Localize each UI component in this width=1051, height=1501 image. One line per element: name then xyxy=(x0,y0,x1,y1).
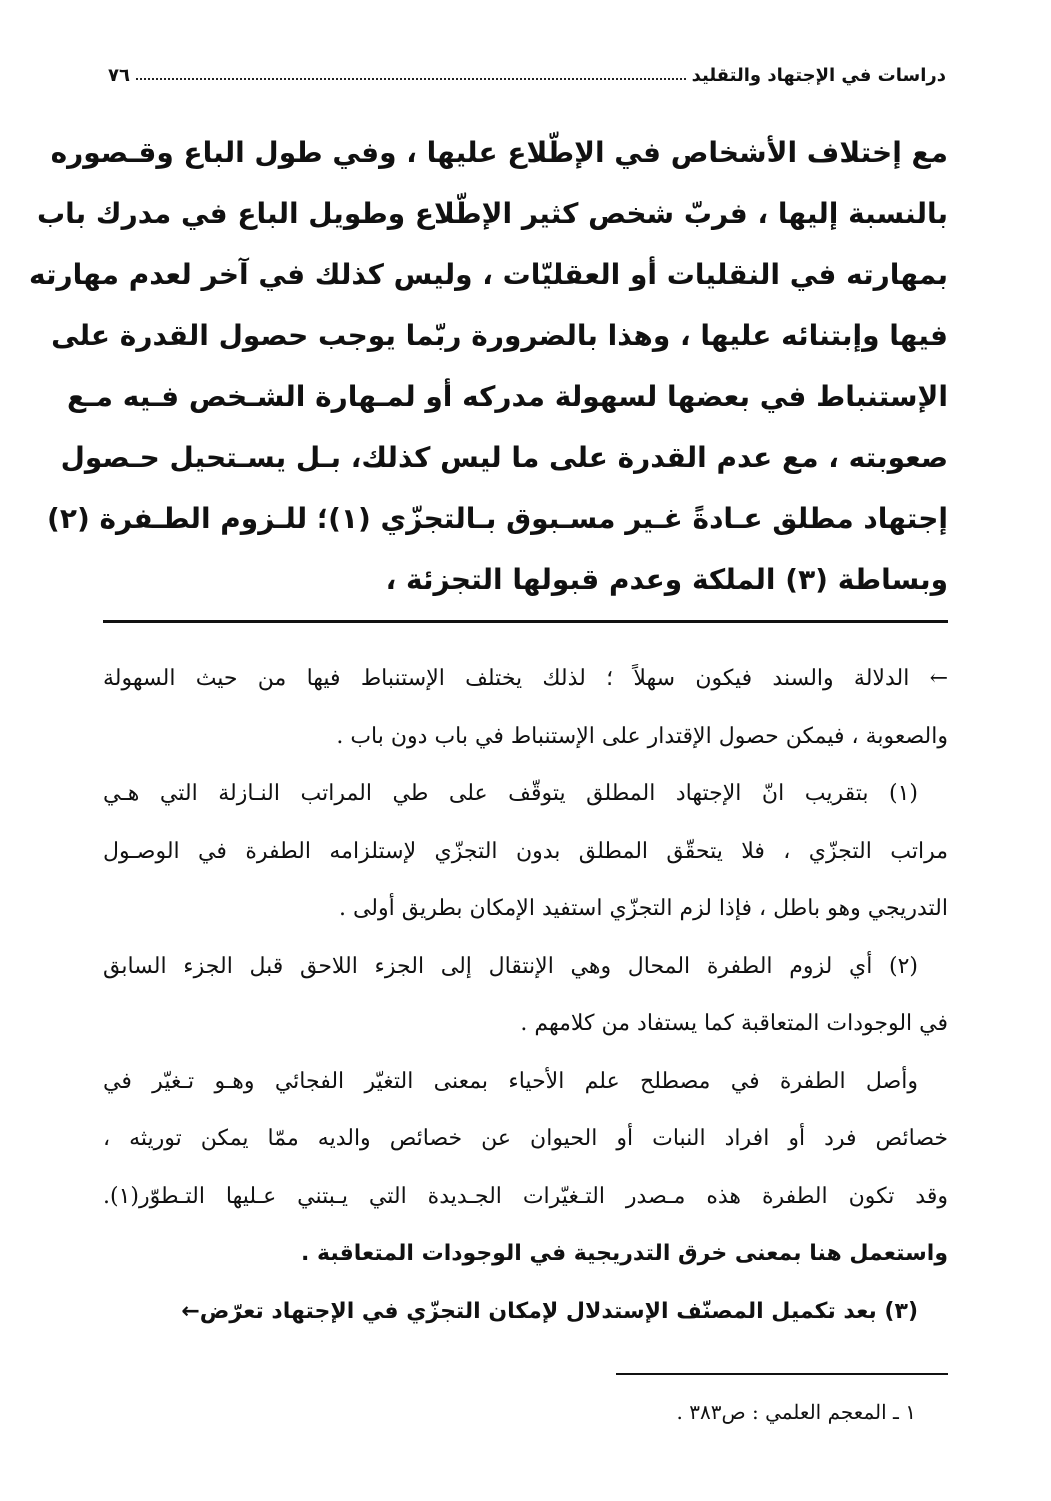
main-text-line: إجتهاد مطلق عـادةً غـير مسـبوق بـالتجزّي (١)؛ للـزوم الطـفرة (٢) xyxy=(47,502,948,535)
note-line: واستعمل هنا بمعنى خرق التدريجية في الوجودات المتعاقبة . xyxy=(300,1241,948,1266)
main-text-line: مع إختلاف الأشخاص في الإطّلاع عليها ، وفي طول الباع وقـصوره xyxy=(50,136,948,169)
note-line: في الوجودات المتعاقبة كما يستفاد من كلامهم . xyxy=(520,1011,948,1036)
note-line: (٣) بعد تكميل المصنّف الإستدلال لإمكان التجزّي في الإجتهاد تعرّض← xyxy=(181,1298,918,1324)
main-body-text xyxy=(29,122,948,610)
footnote-separator-rule xyxy=(616,1373,948,1375)
note-line: ← الدلالة والسند فيكون سهلاً ؛ لذلك يختلف الإستنباط فيها من حيث السهولة xyxy=(103,666,948,691)
main-separator-rule xyxy=(103,620,948,623)
main-text-line: صعوبته ، مع عدم القدرة على ما ليس كذلك، بـل يسـتحيل حـصول xyxy=(60,441,948,474)
page-header xyxy=(108,58,946,92)
note-line: وأصل الطفرة في مصطلح علم الأحياء بمعنى التغيّر الفجائي وهـو تـغيّر في xyxy=(103,1068,918,1094)
header-leader-dots xyxy=(136,78,686,80)
note-line: والصعوبة ، فيمكن حصول الإقتدار على الإستنباط في باب دون باب . xyxy=(336,723,948,749)
note-line: (٢) أي لزوم الطفرة المحال وهي الإنتقال إلى الجزء اللاحق قبل الجزء السابق xyxy=(103,953,918,979)
note-line: مراتب التجزّي ، فلا يتحقّق المطلق بدون التجزّي لإستلزامه الطفرة في الوصـول xyxy=(103,838,948,864)
note-line: خصائص فرد أو افراد النبات أو الحيوان عن خصائص والديه ممّا يمكن توريثه ، xyxy=(103,1126,948,1151)
note-line: (١) بتقريب انّ الإجتهاد المطلق يتوقّف على طي المراتب النـازلة التي هـي xyxy=(103,781,918,806)
note-line: وقد تكون الطفرة هذه مـصدر التـغيّرات الجـديدة التي يـبتني عـليها التـطوّر(١). xyxy=(103,1183,948,1209)
main-text-line: فيها وإبتنائه عليها ، وهذا بالضرورة ربّما يوجب حصول القدرة على xyxy=(51,319,948,352)
main-text-line: بالنسبة إليها ، فربّ شخص كثير الإطّلاع وطويل الباع في مدرك باب xyxy=(37,197,948,230)
footnote: ١ ـ المعجم العلمي : ص٣٨٣ . xyxy=(676,1400,916,1424)
main-text-line: وبساطة (٣) الملكة وعدم قبولها التجزئة ، xyxy=(385,563,948,596)
note-line: التدريجي وهو باطل ، فإذا لزم التجزّي استفيد الإمكان بطريق أولى . xyxy=(338,896,948,921)
running-title: دراسات في الإجتهاد والتقليد xyxy=(691,64,946,86)
main-text-line: بمهارته في النقليات أو العقليّات ، وليس كذلك في آخر لعدم مهارته xyxy=(29,258,948,291)
annotations-section xyxy=(103,650,948,1340)
page-number: ٧٦ xyxy=(108,64,130,86)
main-text-line: الإستنباط في بعضها لسهولة مدركه أو لمـهارة الشـخص فـيه مـع xyxy=(66,380,948,413)
